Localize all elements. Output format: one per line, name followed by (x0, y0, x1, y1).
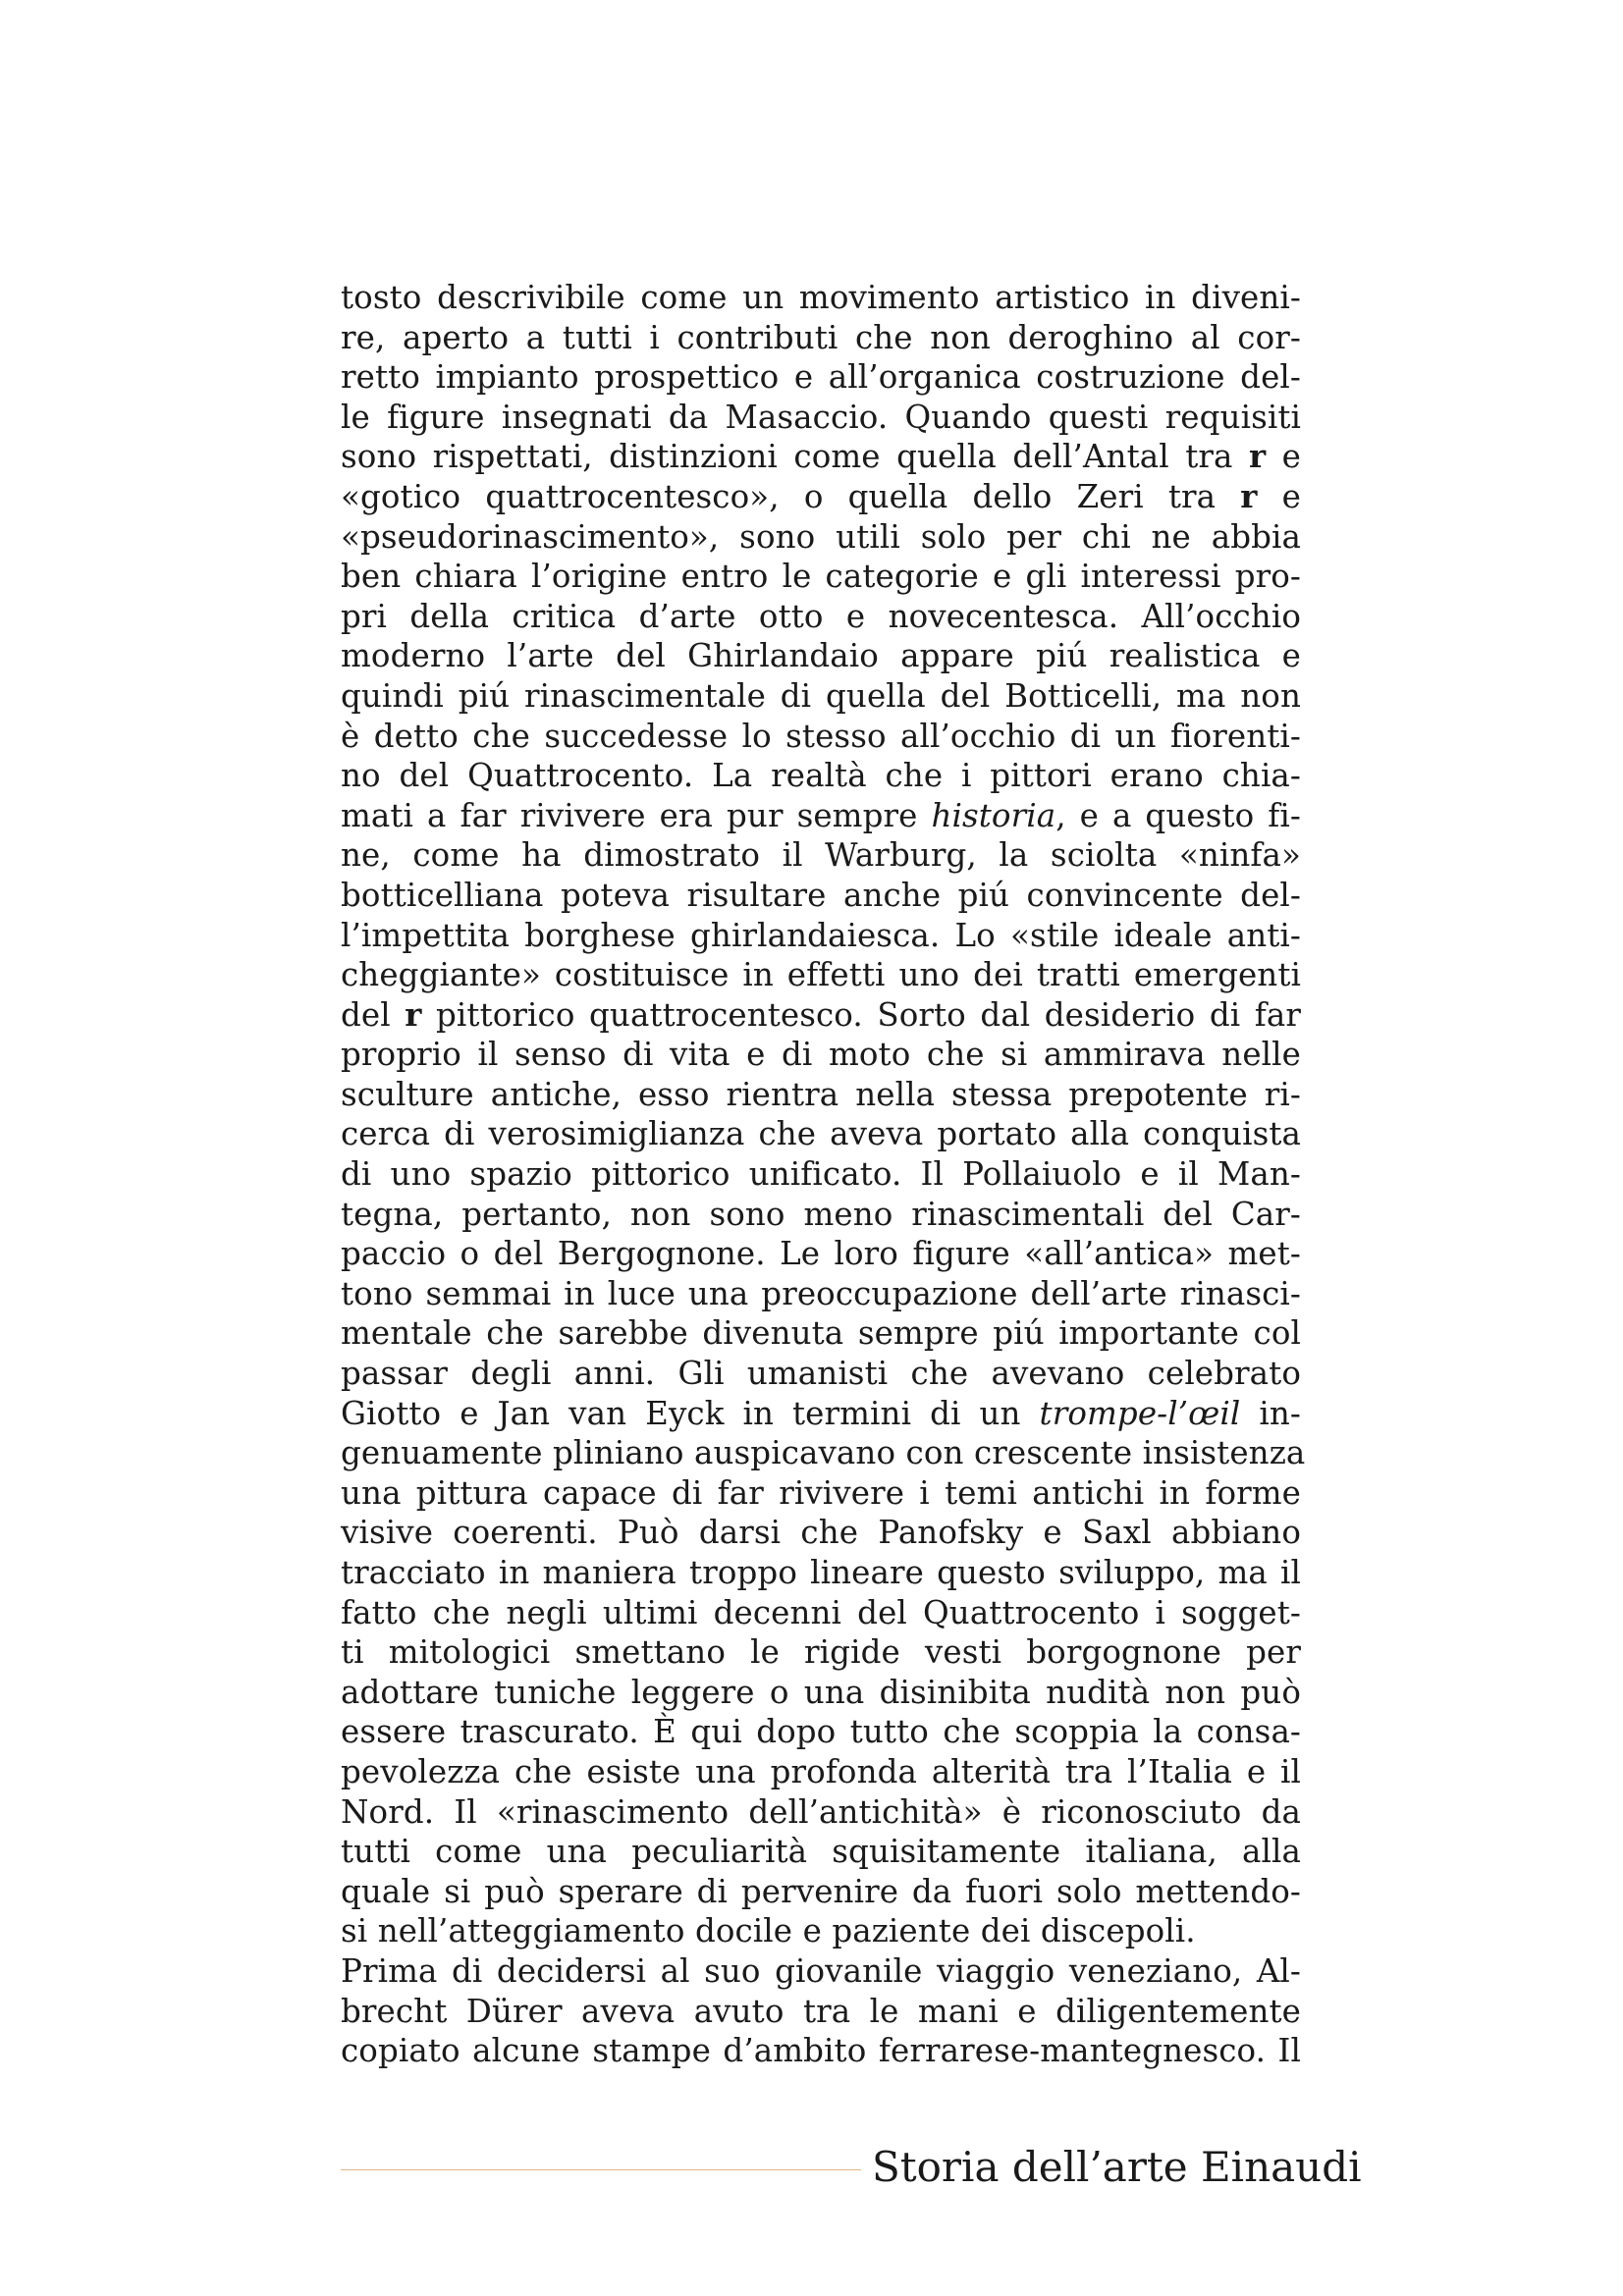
text-line (341, 1035, 1301, 1075)
text-run: visive coerenti. Può darsi che Panofsky e Saxl abbiano (341, 1514, 1301, 1552)
text-line (341, 717, 1301, 757)
text-run: genuamente pliniano auspicavano con crescente insistenza (341, 1434, 1306, 1472)
text-run: ne, come ha dimostrato il Warburg, la sciolta «ninfa» (341, 836, 1301, 875)
footer-rule (341, 2169, 861, 2170)
text-line (341, 955, 1301, 995)
text-run: adottare tuniche leggere o una disinibita nudità non può (341, 1673, 1301, 1711)
text-line (341, 995, 1301, 1036)
text-run: pri della critica d’arte otto e novecentesca. All’occhio (341, 597, 1301, 635)
text-run: botticelliana poteva risultare anche piú convincente del- (341, 876, 1301, 914)
text-run: tracciato in maniera troppo lineare questo sviluppo, ma il (341, 1554, 1301, 1591)
text-line (341, 676, 1301, 717)
text-line (341, 876, 1301, 916)
text-run: tono semmai in luce una preoccupazione dell’arte rinasci- (341, 1274, 1301, 1312)
text-line (341, 2031, 1301, 2071)
text-line (341, 1234, 1301, 1274)
text-run: una pittura capace di far rivivere i temi antichi in forme (341, 1473, 1301, 1512)
text-line (341, 1911, 1301, 1951)
text-line (341, 756, 1301, 796)
italic-term: trompe-l’œil (1039, 1394, 1241, 1432)
text-run: quale si può sperare di pervenire da fuori solo mettendo- (341, 1872, 1301, 1910)
text-line (341, 1433, 1306, 1473)
text-run: cerca di verosimiglianza che aveva portato alla conquista (341, 1115, 1301, 1153)
text-line (341, 278, 1301, 318)
text-run: mentale che sarebbe divenuta sempre piú importante col (341, 1314, 1301, 1353)
text-line (341, 1951, 1301, 1992)
text-line (341, 1553, 1301, 1593)
text-line (341, 636, 1301, 676)
text-line (341, 1593, 1301, 1633)
text-run: di uno spazio pittorico unificato. Il Pollaiuolo e il Man- (341, 1155, 1301, 1194)
text-run: del (341, 995, 406, 1034)
text-line (341, 398, 1301, 438)
text-line (341, 597, 1301, 637)
text-run: tegna, pertanto, non sono meno rinascimentali del Car- (341, 1195, 1301, 1233)
text-run: e (1257, 477, 1301, 515)
text-line (341, 477, 1301, 517)
text-line (341, 1673, 1301, 1713)
text-line (341, 1473, 1301, 1514)
text-line (341, 1394, 1301, 1434)
text-run: copiato alcune stampe d’ambito ferrarese-mantegnesco. Il (341, 2032, 1301, 2070)
text-line (341, 357, 1301, 398)
text-line (341, 1313, 1301, 1354)
text-run: re, aperto a tutti i contributi che non deroghino al cor- (341, 318, 1301, 356)
text-line (341, 1832, 1301, 1872)
text-run: e (1266, 438, 1302, 476)
text-line (341, 1712, 1301, 1752)
text-line (341, 1632, 1301, 1673)
italic-term: historia (931, 796, 1056, 834)
text-line (341, 1513, 1301, 1553)
text-run: Giotto e Jan van Eyck in termini di un (341, 1394, 1040, 1432)
text-line (341, 557, 1301, 597)
text-line (341, 1075, 1301, 1115)
text-run: tutti come una peculiarità squisitamente italiana, alla (341, 1833, 1301, 1871)
abbreviation-mark: r (1240, 476, 1258, 515)
text-line (341, 1752, 1301, 1792)
abbreviation-mark: r (405, 994, 422, 1034)
text-line (341, 1274, 1301, 1314)
text-run: le figure insegnati da Masaccio. Quando questi requisiti (341, 398, 1301, 436)
text-run: ben chiara l’origine entro le categorie e gli interessi pro- (341, 558, 1301, 596)
text-run: mati a far rivivere era pur sempre (341, 796, 932, 834)
text-line (341, 916, 1301, 956)
text-run: l’impettita borghese ghirlandaiesca. Lo «stile ideale anti- (341, 916, 1301, 954)
text-run: «pseudorinascimento», sono utili solo per chi ne abbia (341, 517, 1301, 556)
text-run: tosto descrivibile come un movimento artistico in diveni- (341, 279, 1301, 316)
text-line (341, 796, 1301, 836)
text-run: passar degli anni. Gli umanisti che avevano celebrato (341, 1355, 1301, 1393)
text-run: brecht Dürer aveva avuto tra le mani e diligentemente (341, 1992, 1301, 2030)
text-run: pittorico quattrocentesco. Sorto dal desiderio di far (421, 995, 1301, 1034)
text-line (341, 517, 1301, 558)
text-line (341, 1154, 1301, 1195)
text-run: proprio il senso di vita e di moto che si ammirava nelle (341, 1036, 1301, 1074)
text-line (341, 318, 1301, 358)
text-run: essere trascurato. È qui dopo tutto che scoppia la consa- (341, 1713, 1301, 1751)
footer-title: Storia dell’arte Einaudi (872, 2143, 1362, 2191)
text-run: è detto che succedesse lo stesso all’occhio di un fiorenti- (341, 717, 1301, 755)
text-run: Prima di decidersi al suo giovanile viaggio veneziano, Al- (341, 1951, 1301, 1990)
text-line (341, 1195, 1301, 1235)
text-run: si nell’atteggiamento docile e paziente dei discepoli. (341, 1912, 1196, 1950)
text-run: paccio o del Bergognone. Le loro figure «all’antica» met- (341, 1235, 1301, 1273)
text-run: no del Quattrocento. La realtà che i pittori erano chia- (341, 757, 1301, 795)
text-line (341, 1354, 1301, 1394)
abbreviation-mark: r (1248, 437, 1267, 476)
text-run: Nord. Il «rinascimento dell’antichità» è riconosciuto da (341, 1792, 1301, 1831)
text-line (341, 437, 1301, 477)
text-run: sono rispettati, distinzioni come quella dell’Antal tra (341, 438, 1249, 476)
text-run: quindi piú rinascimentale di quella del Botticelli, ma non (341, 676, 1301, 715)
text-line (341, 1792, 1301, 1833)
text-run: fatto che negli ultimi decenni del Quattrocento i sogget- (341, 1593, 1301, 1631)
text-run: pevolezza che esiste una profonda alterità tra l’Italia e il (341, 1752, 1301, 1790)
text-run: ti mitologici smettano le rigide vesti borgognone per (341, 1633, 1301, 1672)
text-run: moderno l’arte del Ghirlandaio appare piú realistica e (341, 637, 1301, 675)
text-run: «gotico quattrocentesco», o quella dello Zeri tra (341, 477, 1241, 515)
text-run: retto impianto prospettico e all’organica costruzione del- (341, 358, 1301, 397)
text-line (341, 1992, 1301, 2032)
text-line (341, 1872, 1301, 1912)
text-run: , e a questo fi- (1055, 796, 1301, 834)
text-line (341, 835, 1301, 876)
text-line (341, 1114, 1301, 1154)
text-run: cheggiante» costituisce in effetti uno dei tratti emergenti (341, 956, 1301, 994)
text-run: in- (1240, 1394, 1301, 1432)
body-text (341, 278, 1306, 2071)
text-run: sculture antiche, esso rientra nella stessa prepotente ri- (341, 1075, 1301, 1113)
